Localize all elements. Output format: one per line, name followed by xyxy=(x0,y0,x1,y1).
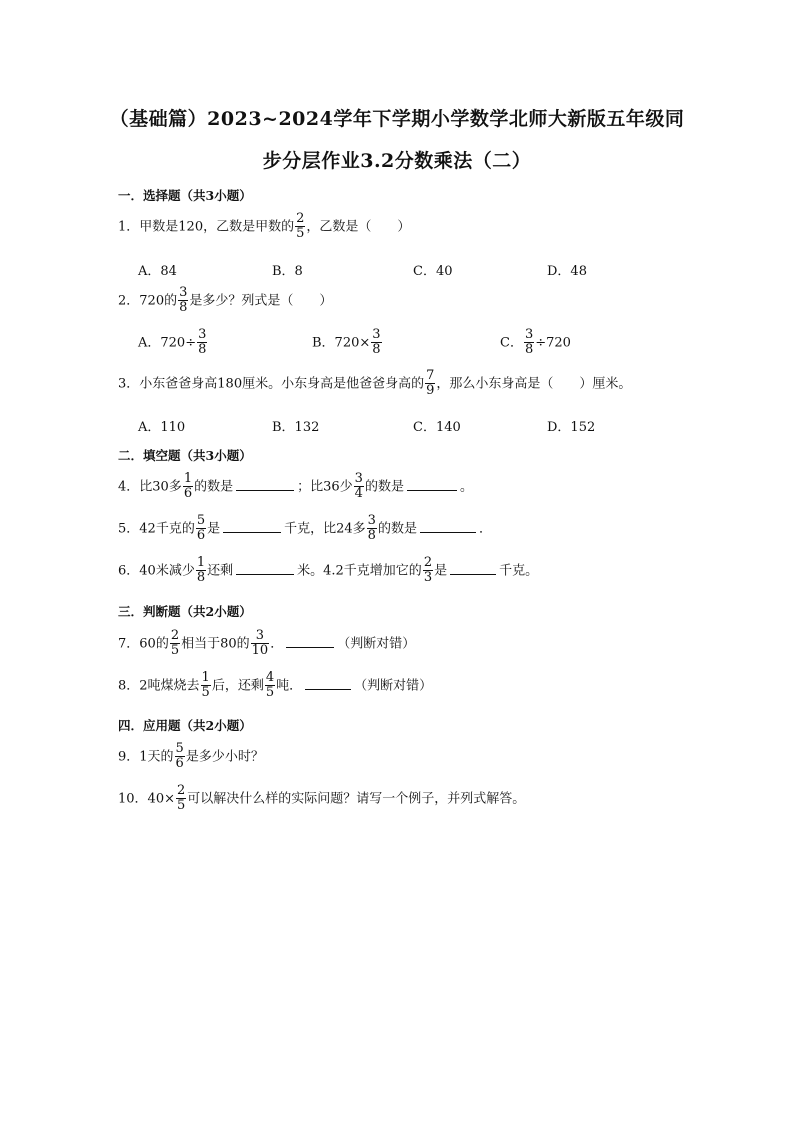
question-2-fraction xyxy=(178,286,188,314)
question-5-fraction-2 xyxy=(367,514,377,542)
fraction-denominator: 5 xyxy=(201,684,210,700)
question-7-judge-label: （判断对错） xyxy=(337,636,416,652)
fraction-denominator: 6 xyxy=(175,755,184,771)
question-3-text-post: ，那么小东身高是（ ）厘米。 xyxy=(436,376,632,392)
fraction-denominator: 3 xyxy=(423,569,433,585)
answer-blank[interactable] xyxy=(286,637,334,648)
question-3-option-c: C．140 xyxy=(413,420,461,435)
fraction-numerator: 5 xyxy=(196,513,206,528)
question-7-text-b: 相当于80的 xyxy=(181,636,250,652)
question-8 xyxy=(118,672,734,700)
answer-blank[interactable] xyxy=(305,679,351,690)
question-8-text-c: 吨． xyxy=(276,678,303,694)
fraction-denominator: 8 xyxy=(367,527,376,543)
fraction-denominator: 5 xyxy=(176,797,186,813)
question-5 xyxy=(118,515,734,543)
answer-blank[interactable] xyxy=(420,522,476,533)
option-text: A．720÷ xyxy=(138,335,197,351)
fraction-numerator: 3 xyxy=(179,285,188,300)
option-fraction xyxy=(371,328,381,356)
question-1-option-c: C．40 xyxy=(413,264,453,279)
question-5-text-c: 千克，比24多 xyxy=(284,521,366,537)
fraction-numerator: 3 xyxy=(372,327,381,342)
document-title-line-1: （基础篇）2023~2024学年下学期小学数学北师大新版五年级同 xyxy=(109,108,685,130)
question-6-fraction-1 xyxy=(196,556,206,584)
question-3 xyxy=(118,370,734,398)
question-4-text-e: 。 xyxy=(459,479,473,495)
fraction-numerator: 3 xyxy=(251,629,270,644)
question-9-text-b: 是多少小时？ xyxy=(185,749,264,765)
question-2-option-c xyxy=(500,329,571,357)
answer-blank[interactable] xyxy=(450,564,496,575)
question-1-option-a: A．84 xyxy=(138,264,177,279)
question-9 xyxy=(118,743,734,771)
question-5-text-e: ． xyxy=(478,521,492,537)
question-4-text-d: 的数是 xyxy=(364,479,404,495)
question-5-fraction-1 xyxy=(196,514,206,542)
document-title-line-2: 步分层作业3.2分数乘法（二） xyxy=(262,150,532,172)
fraction-denominator: 4 xyxy=(354,485,363,501)
question-1-text-post: ，乙数是（ ） xyxy=(306,219,411,235)
section-heading-fill: 二．填空题（共3小题） xyxy=(118,448,252,463)
fraction-denominator: 6 xyxy=(183,485,193,501)
option-text: B．720× xyxy=(312,335,371,351)
question-8-judge-label: （判断对错） xyxy=(354,678,433,694)
fraction-denominator: 5 xyxy=(296,225,305,241)
question-3-fraction xyxy=(425,369,435,397)
question-10-fraction xyxy=(176,784,186,812)
question-5-text-b: 是 xyxy=(207,521,221,537)
question-1-option-b: B．8 xyxy=(272,264,303,279)
fraction-numerator: 2 xyxy=(170,628,180,643)
fraction-numerator: 1 xyxy=(183,471,193,486)
question-2-option-b xyxy=(312,329,383,357)
question-3-option-d: D．152 xyxy=(547,420,596,435)
question-4 xyxy=(118,473,734,501)
section-heading-application: 四．应用题（共2小题） xyxy=(118,718,252,733)
question-1 xyxy=(118,213,734,241)
question-10-text-b: 可以解决什么样的实际问题？请写一个例子，并列式解答。 xyxy=(187,791,526,807)
fraction-denominator: 9 xyxy=(426,382,435,398)
option-text: C． xyxy=(500,335,523,351)
question-7-text-a: 7．60的 xyxy=(118,636,169,652)
question-6 xyxy=(118,557,734,585)
question-10-text-a: 10．40× xyxy=(118,791,175,807)
fraction-numerator: 4 xyxy=(265,670,275,685)
question-1-text-pre: 1．甲数是120，乙数是甲数的 xyxy=(118,219,295,235)
answer-blank[interactable] xyxy=(223,522,281,533)
fraction-numerator: 3 xyxy=(367,513,376,528)
question-9-fraction xyxy=(175,742,185,770)
question-6-text-e: 千克。 xyxy=(499,563,539,579)
section-heading-judge: 三．判断题（共2小题） xyxy=(118,604,252,619)
question-8-fraction-1 xyxy=(201,671,211,699)
fraction-numerator: 3 xyxy=(198,327,207,342)
answer-blank[interactable] xyxy=(236,480,294,491)
question-6-text-d: 是 xyxy=(434,563,448,579)
option-text-post: ÷720 xyxy=(535,335,571,351)
fraction-denominator: 5 xyxy=(170,642,180,658)
question-6-fraction-2 xyxy=(423,556,433,584)
question-2-option-a xyxy=(138,329,208,357)
answer-blank[interactable] xyxy=(236,564,294,575)
question-8-text-b: 后，还剩 xyxy=(211,678,264,694)
question-4-text-c: ；比36少 xyxy=(297,479,353,495)
question-7-fraction-1 xyxy=(170,629,180,657)
fraction-denominator: 8 xyxy=(179,299,188,315)
fraction-numerator: 1 xyxy=(196,555,206,570)
question-7-fraction-2 xyxy=(251,629,270,657)
fraction-denominator: 8 xyxy=(372,341,381,357)
question-8-text-a: 8．2吨煤烧去 xyxy=(118,678,200,694)
question-6-text-a: 6．40米减少 xyxy=(118,563,195,579)
fraction-denominator: 6 xyxy=(196,527,206,543)
option-fraction xyxy=(197,328,207,356)
fraction-denominator: 8 xyxy=(196,569,206,585)
fraction-numerator: 7 xyxy=(426,368,435,383)
question-4-fraction-1 xyxy=(183,472,193,500)
question-3-text-pre: 3．小东爸爸身高180厘米。小东身高是他爸爸身高的 xyxy=(118,376,425,392)
fraction-denominator: 8 xyxy=(524,341,534,357)
option-fraction xyxy=(524,328,534,356)
fraction-numerator: 5 xyxy=(175,741,184,756)
question-10 xyxy=(118,785,734,813)
fraction-denominator: 5 xyxy=(265,684,275,700)
question-4-text-a: 4．比30多 xyxy=(118,479,182,495)
fraction-numerator: 2 xyxy=(176,783,186,798)
question-5-text-d: 的数是 xyxy=(377,521,417,537)
question-2-text-post: 是多少？列式是（ ） xyxy=(189,293,333,309)
question-4-text-b: 的数是 xyxy=(194,479,234,495)
question-6-text-c: 米。4.2千克增加它的 xyxy=(297,563,422,579)
question-8-fraction-2 xyxy=(265,671,275,699)
question-4-fraction-2 xyxy=(354,472,364,500)
question-7 xyxy=(118,630,734,658)
question-2-text-pre: 2．720的 xyxy=(118,293,178,309)
question-5-text-a: 5．42千克的 xyxy=(118,521,195,537)
question-2 xyxy=(118,287,734,315)
answer-blank[interactable] xyxy=(407,480,457,491)
question-3-option-a: A．110 xyxy=(138,420,186,435)
fraction-numerator: 3 xyxy=(354,471,363,486)
question-6-text-b: 还剩 xyxy=(207,563,234,579)
fraction-numerator: 1 xyxy=(201,670,210,685)
question-1-option-d: D．48 xyxy=(547,264,587,279)
question-3-option-b: B．132 xyxy=(272,420,320,435)
fraction-numerator: 2 xyxy=(423,555,433,570)
question-7-text-c: ． xyxy=(270,636,284,652)
fraction-numerator: 3 xyxy=(524,327,534,342)
section-heading-choice: 一．选择题（共3小题） xyxy=(118,188,252,203)
question-1-fraction xyxy=(295,212,305,240)
question-9-text-a: 9．1天的 xyxy=(118,749,174,765)
fraction-denominator: 10 xyxy=(251,642,269,658)
fraction-denominator: 8 xyxy=(198,341,207,357)
fraction-numerator: 2 xyxy=(296,211,305,226)
